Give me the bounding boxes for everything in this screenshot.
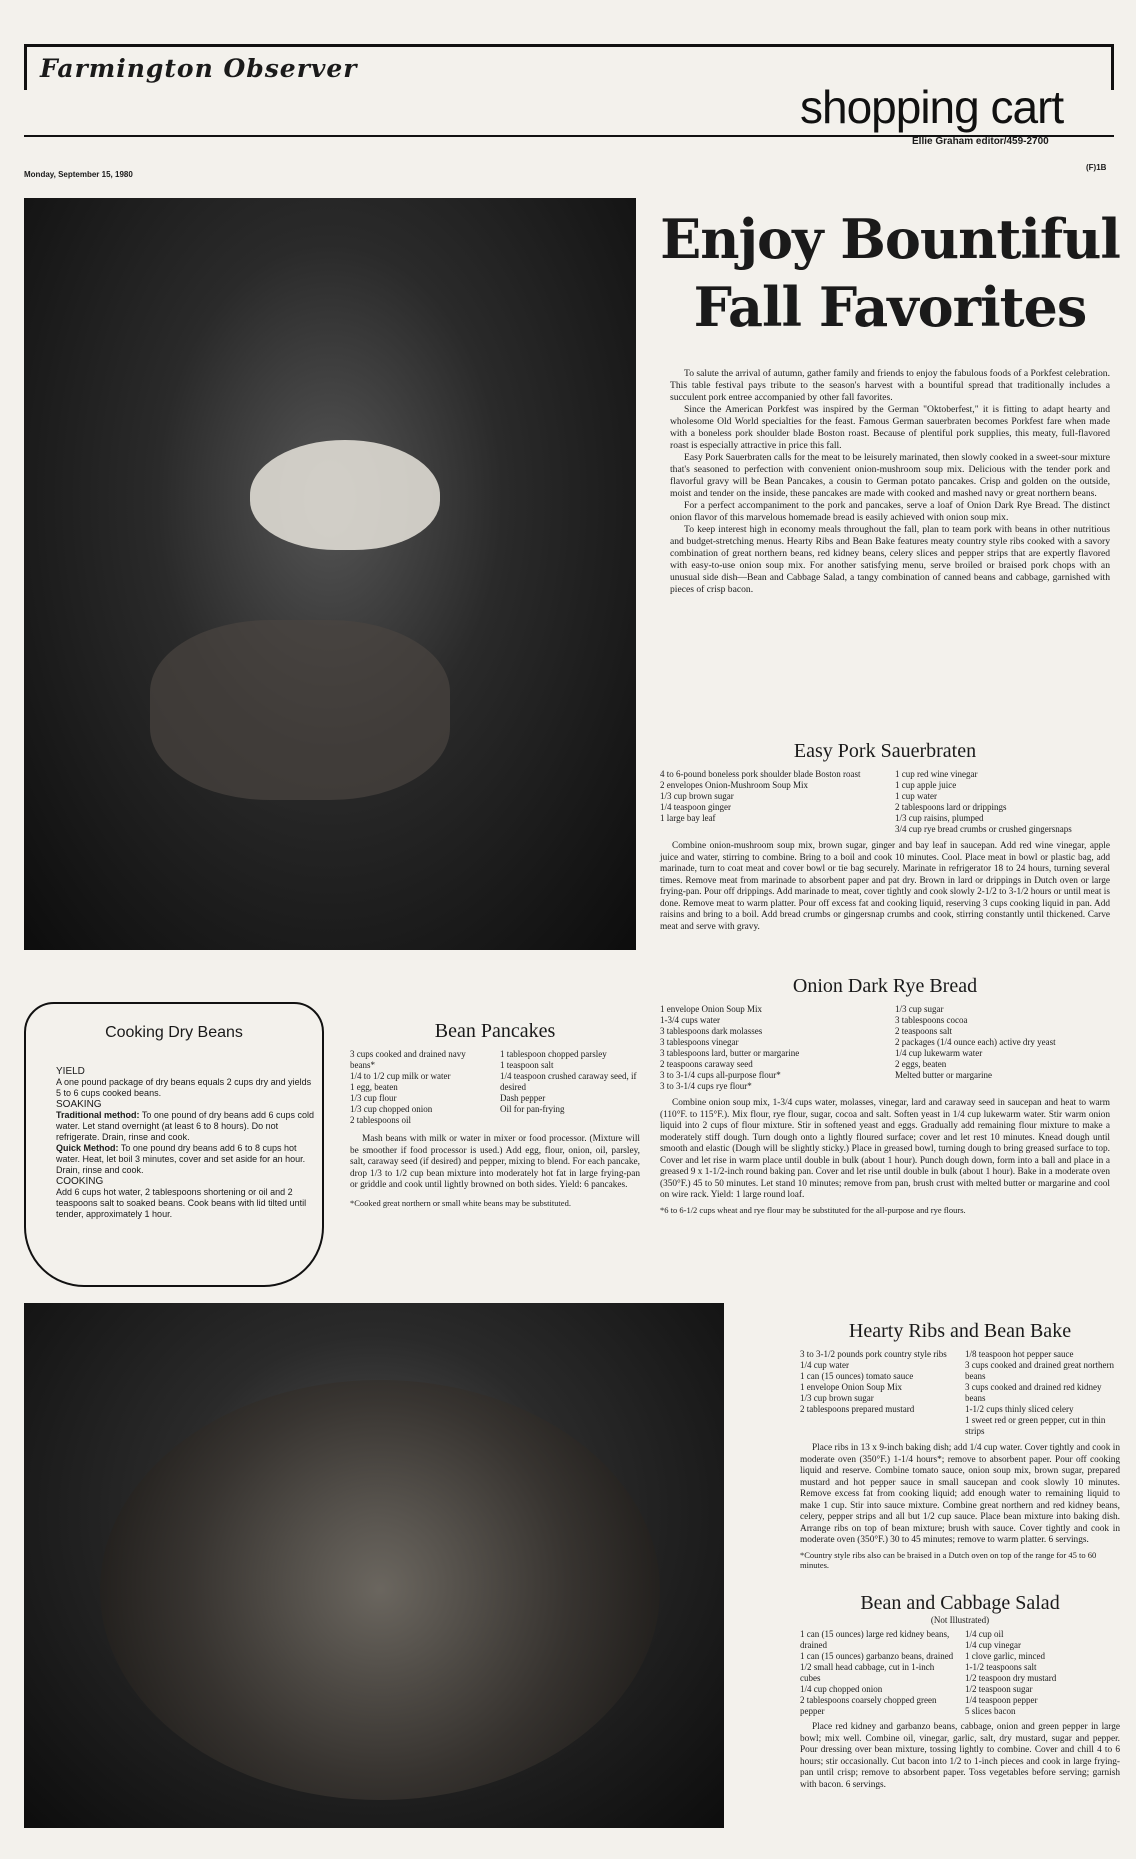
ingredient: 1/3 cup chopped onion (350, 1104, 433, 1114)
ingredient: 1/2 teaspoon sugar (965, 1684, 1033, 1694)
gravy-boat-image (250, 440, 440, 550)
sauerbraten-photo (24, 198, 636, 950)
ingredient: 2 teaspoons salt (895, 1026, 952, 1036)
recipe-note: *Cooked great northern or small white beans may be substituted. (350, 1197, 571, 1208)
ingredient: 2 tablespoons lard or drippings (895, 802, 1007, 812)
ingredients-left (350, 1049, 490, 1126)
traditional-label: Traditional method: (56, 1110, 140, 1120)
yield-text: A one pound package of dry beans equals 2 cups dry and yields 5 to 6 cups cooked beans. (56, 1077, 312, 1098)
bean-cabbage-salad-recipe (800, 1592, 1120, 1791)
ingredient: 1/2 teaspoon dry mustard (965, 1673, 1057, 1683)
sauerbraten-recipe (660, 740, 1110, 933)
ingredient: 2 tablespoons coarsely chopped green pepper (800, 1695, 937, 1716)
paper-name: Farmington Observer (40, 54, 358, 83)
ingredient: 1/8 teaspoon hot pepper sauce (965, 1349, 1074, 1359)
ingredients-left (660, 1004, 875, 1092)
recipe-directions: Combine onion soup mix, 1-3/4 cups water, molasses, vinegar, lard and caraway seed in saucepan and heat to warm (110°F. to 115°F.). Mix flour, rye flour, sugar, cocoa and salt. Soften yeast in 1/4 cup lukewarm water. Stir warm onion liquid into 2 cups of flour mixture. Stir in softened yeast and eggs. Gradually add remaining flour mixture to make a moderately stiff dough. Turn dough onto a lightly floured surface; cover and let rest 10 minutes. Knead dough until smooth and elastic (Dough will be slightly sticky.) Place in greased bowl, turning dough to bring greased surface to top. Cover and let rise in warm place until double in bulk (about 1 hour). Punch dough down, form into a ball and place in a greased 9 x 1-1/2-inch round baking pan. Cover and let rise until double in bulk (about 1 hour). Bake in a moderate oven (350°F.) 45 to 50 minutes. Let stand 10 minutes; remove from pan, brush crust with melted butter or margarine and cool on wire rack. Yield: 1 large round loaf. (660, 1098, 1110, 1200)
ribs-bean-bake-recipe (800, 1320, 1120, 1570)
ingredient: 1-3/4 cups water (660, 1015, 720, 1025)
ingredient: 2 tablespoons prepared mustard (800, 1404, 915, 1414)
ingredient: 2 tablespoons oil (350, 1115, 411, 1125)
ingredient: 1/3 cup sugar (895, 1004, 944, 1014)
ingredient: 4 to 6-pound boneless pork shoulder blade Boston roast (660, 769, 861, 779)
ingredient: 3/4 cup rye bread crumbs or crushed gingersnaps (895, 824, 1072, 834)
ingredient: 5 slices bacon (965, 1706, 1016, 1716)
ingredient: 1 sweet red or green pepper, cut in thin strips (965, 1415, 1106, 1436)
ingredient: 1/3 cup flour (350, 1093, 397, 1103)
ingredients-right (895, 769, 1110, 835)
ingredients-left (660, 769, 875, 835)
ingredients-right (965, 1349, 1120, 1437)
ingredient: 1 cup red wine vinegar (895, 769, 978, 779)
headline-line-1: Enjoy Bountiful (660, 207, 1120, 271)
roast-image (150, 620, 450, 800)
box-content (56, 1066, 314, 1220)
recipe-directions: Place red kidney and garbanzo beans, cabbage, onion and green pepper in large bowl; mix well. Combine oil, vinegar, garlic, salt, dry mustard, sugar and pepper. Pour dressing over bean mixture, tossing lightly to combine. Cover and chill 4 to 6 hours; stir occasionally. Cut bacon into 1/2 to 1-inch pieces and cook in large frying-pan until crisp; remove to absorbent paper. Toss vegetables before serving; garnish with bacon. 6 servings. (800, 1722, 1120, 1790)
ingredient: 3 to 3-1/4 cups all-purpose flour* (660, 1070, 781, 1080)
yield-heading: YIELD (56, 1066, 85, 1077)
quick-method (56, 1143, 314, 1176)
ingredient-columns (660, 769, 1110, 835)
ingredient: 1 tablespoon chopped parsley (500, 1049, 607, 1059)
recipe-title: Hearty Ribs and Bean Bake (848, 1320, 1072, 1342)
ingredients-right (500, 1049, 640, 1126)
ingredient: Dash pepper (500, 1093, 546, 1103)
cooking-heading: COOKING (56, 1176, 104, 1187)
ingredient: 1/3 cup raisins, plumped (895, 813, 984, 823)
recipe-directions: Mash beans with milk or water in mixer or food processor. (Mixture will be smoother if food processor is used.) Add egg, flour, onion, oil, parsley, salt, caraway seed (if desired) and pepper, mixing to blend. For each pancake, drop 1/3 to 1/2 cup bean mixture into moderately hot fat in large frying-pan or griddle and cook until lightly browned on both sides. Yield: 6 pancakes. (350, 1134, 640, 1190)
cooking-text: Add 6 cups hot water, 2 tablespoons shortening or oil and 2 teaspoons salt to soaked beans. Cook beans with lid tilted until tender, approximately 1 hour. (56, 1187, 307, 1219)
intro-paragraph: To salute the arrival of autumn, gather family and friends to enjoy the fabulous foods of a Porkfest celebration. This table festival pays tribute to the season's harvest with a bountiful spread that traditionally includes a succulent pork entree accompanied by other fall favorites. (670, 368, 1110, 403)
headline (660, 205, 1120, 341)
recipe-directions: Combine onion-mushroom soup mix, brown sugar, ginger and bay leaf in saucepan. Add red wine vinegar, apple juice and water, stirring to combine. Bring to a boil and cook 10 minutes. Cool. Place meat in bowl or plastic bag, add marinade, turn to coat meat and cover bowl or tie bag securely. Marinate in refrigerator 18 to 24 hours, turning several times. Remove meat from marinade to absorbent paper and pat dry. Brown in lard or drippings in Dutch oven or large frying-pan. Pour off drippings. Add marinade to meat, cover tightly and cook slowly 2-1/2 to 3-1/2 hours or until meat is done. Remove meat to warm platter. Pour off excess fat and cooking liquid, reserving 3 cups cooking liquid in pan. Add raisins and bring to a boil. Add bread crumbs or gingersnap crumbs and cook, stirring constantly until thickened. Carve meat and serve with gravy. (660, 841, 1110, 932)
ingredient: 3 to 3-1/4 cups rye flour* (660, 1081, 752, 1091)
ingredient: 1/2 small head cabbage, cut in 1-inch cubes (800, 1662, 935, 1683)
ingredient: Melted butter or margarine (895, 1070, 993, 1080)
ingredient-columns (800, 1349, 1120, 1437)
intro-paragraph: For a perfect accompaniment to the pork and pancakes, serve a loaf of Onion Dark Rye Bread. The distinct onion flavor of this marvelous homemade bread is easily achieved with onion soup mix. (670, 500, 1110, 523)
recipe-note: *6 to 6-1/2 cups wheat and rye flour may be substituted for the all-purpose and rye flours. (660, 1204, 966, 1215)
ingredient: 1/4 cup vinegar (965, 1640, 1021, 1650)
traditional-method (56, 1110, 314, 1143)
bean-pancakes-recipe (350, 1020, 640, 1208)
ingredient: 3 cups cooked and drained great northern beans (965, 1360, 1114, 1381)
intro-paragraph: To keep interest high in economy meals throughout the fall, plan to team pork with beans in other nutritious and budget-stretching menus. Hearty Ribs and Bean Bake features meaty country style ribs cooked with a savory combination of great northern beans, red kidney beans, celery slices and pepper strips that are expertly flavored with easy-to-use onion soup mix. For another satisfying menu, serve broiled or braised pork chops with an unusual side dish—Bean and Cabbage Salad, a tangy combination of canned beans and cabbage, garnished with pieces of crisp bacon. (670, 524, 1110, 595)
recipe-note: *Country style ribs also can be braised in a Dutch oven on top of the range for 45 to 60 minutes. (800, 1549, 1097, 1570)
ingredient: 3 cups cooked and drained red kidney beans (965, 1382, 1102, 1403)
ingredients-right (895, 1004, 1110, 1092)
ingredient: 1 cup water (895, 791, 937, 801)
ingredient: 1 can (15 ounces) garbanzo beans, drained (800, 1651, 954, 1661)
rye-bread-recipe (660, 975, 1110, 1215)
ingredient: 1-1/2 teaspoons salt (965, 1662, 1037, 1672)
ingredient: 1/4 teaspoon crushed caraway seed, if desired (500, 1071, 637, 1092)
cooking-dry-beans-box (24, 1002, 324, 1287)
recipe-title: Bean Pancakes (434, 1020, 556, 1042)
recipe-title: Bean and Cabbage Salad (860, 1592, 1060, 1614)
ingredient: 1 clove garlic, minced (965, 1651, 1045, 1661)
ingredient: 1/4 teaspoon ginger (660, 802, 731, 812)
ingredients-left (800, 1629, 955, 1717)
ingredient: 1 cup apple juice (895, 780, 957, 790)
page-number: (F)1B (1086, 163, 1107, 172)
recipe-subtitle: (Not Illustrated) (930, 1615, 990, 1625)
editor-credit: Ellie Graham editor/459-2700 (912, 136, 1049, 147)
ingredient: 3 tablespoons dark molasses (660, 1026, 763, 1036)
ingredient: 1-1/2 cups thinly sliced celery (965, 1404, 1074, 1414)
ingredient-columns (350, 1049, 640, 1126)
ingredient-columns (660, 1004, 1110, 1092)
traditional-text: To one pound of dry beans add 6 cups cold water. Let stand overnight (at least 6 to 8 hours). Do not refrigerate. Drain, rinse and cook. (56, 1110, 314, 1142)
ingredient: 1/4 cup lukewarm water (895, 1048, 983, 1058)
ingredient: 1/4 to 1/2 cup milk or water (350, 1071, 451, 1081)
ingredient: 1/4 cup water (800, 1360, 849, 1370)
intro-paragraph: Easy Pork Sauerbraten calls for the meat to be leisurely marinated, then slowly cooked in a sweet-sour mixture that's seasoned to perfection with convenient onion-mushroom soup mix. Delicious with the tender pork and flavorful gravy will be Bean Pancakes, a cousin to German potato pancakes. Crisp and golden on the outside, moist and tender on the inside, these pancakes are made with cooked and mashed navy or great northern beans. (670, 452, 1110, 499)
ingredient: 1/3 cup brown sugar (800, 1393, 874, 1403)
ingredient: 3 tablespoons lard, butter or margarine (660, 1048, 800, 1058)
ingredient: 3 tablespoons cocoa (895, 1015, 968, 1025)
ingredient: 1 egg, beaten (350, 1082, 398, 1092)
headline-line-2: Fall Favorites (693, 275, 1087, 339)
ingredients-left (800, 1349, 955, 1437)
ingredient: 1 envelope Onion Soup Mix (800, 1382, 902, 1392)
ingredient: 1 teaspoon salt (500, 1060, 554, 1070)
quick-label: Quick Method: (56, 1143, 119, 1153)
ingredient: 2 envelopes Onion-Mushroom Soup Mix (660, 780, 808, 790)
ingredient: 2 packages (1/4 ounce each) active dry yeast (895, 1037, 1056, 1047)
ingredient: 1 large bay leaf (660, 813, 716, 823)
recipe-directions: Place ribs in 13 x 9-inch baking dish; add 1/4 cup water. Cover tightly and cook in moderate oven (350°F.) 1-1/4 hours*; remove to absorbent paper. Pour off cooking liquid and reserve. Combine tomato sauce, onion soup mix, brown sugar, prepared mustard and hot pepper sauce in small saucepan and cook slowly 10 minutes. Remove excess fat from cooking liquid; add enough water to remaining liquid to make 1 cup. Stir into sauce mixture. Combine great northern and red kidney beans, celery, pepper strips and all but 1/2 cup sauce. Place bean mixture into baking dish. Arrange ribs on top of bean mixture; brush with sauce. Cover tightly and cook in moderate oven (350°F.) 30 to 45 minutes; remove to warm platter. 6 servings. (800, 1443, 1120, 1545)
quick-text: To one pound dry beans add 6 to 8 cups hot water. Heat, let boil 3 minutes, cover and set aside for an hour. Drain, rinse and cook. (56, 1143, 306, 1175)
section-title: shopping cart (800, 81, 1064, 133)
box-title: Cooking Dry Beans (105, 1024, 243, 1041)
ingredient: 1/4 cup chopped onion (800, 1684, 883, 1694)
recipe-title: Easy Pork Sauerbraten (793, 740, 977, 762)
ingredient: 3 tablespoons vinegar (660, 1037, 739, 1047)
intro-article (670, 368, 1110, 596)
ingredient: 1/4 cup oil (965, 1629, 1004, 1639)
recipe-title: Onion Dark Rye Bread (792, 975, 978, 997)
ingredient: Oil for pan-frying (500, 1104, 565, 1114)
ingredient: 3 cups cooked and drained navy beans* (350, 1049, 466, 1070)
ingredient: 2 eggs, beaten (895, 1059, 947, 1069)
ingredients-right (965, 1629, 1120, 1717)
ingredient: 1/4 teaspoon pepper (965, 1695, 1038, 1705)
issue-date: Monday, September 15, 1980 (24, 170, 133, 179)
ingredient: 1 envelope Onion Soup Mix (660, 1004, 762, 1014)
ingredient-columns (800, 1629, 1120, 1717)
ingredient: 1 can (15 ounces) large red kidney beans, drained (800, 1629, 950, 1650)
ingredient: 1/3 cup brown sugar (660, 791, 734, 801)
ingredient: 1 can (15 ounces) tomato sauce (800, 1371, 914, 1381)
intro-paragraph: Since the American Porkfest was inspired by the German "Oktoberfest," it is fitting to adapt hearty and wholesome Old World specialties for the feast. Famous German sauerbraten becomes Porkfest fare when made with a boneless pork shoulder blade Boston roast. Because of plentiful pork supplies, this meaty, full-flavored roast is especially attractive in price this fall. (670, 404, 1110, 451)
bean-dish-image (100, 1380, 660, 1800)
soaking-heading: SOAKING (56, 1099, 102, 1110)
ingredient: 2 teaspoons caraway seed (660, 1059, 753, 1069)
ingredient: 3 to 3-1/2 pounds pork country style ribs (800, 1349, 947, 1359)
